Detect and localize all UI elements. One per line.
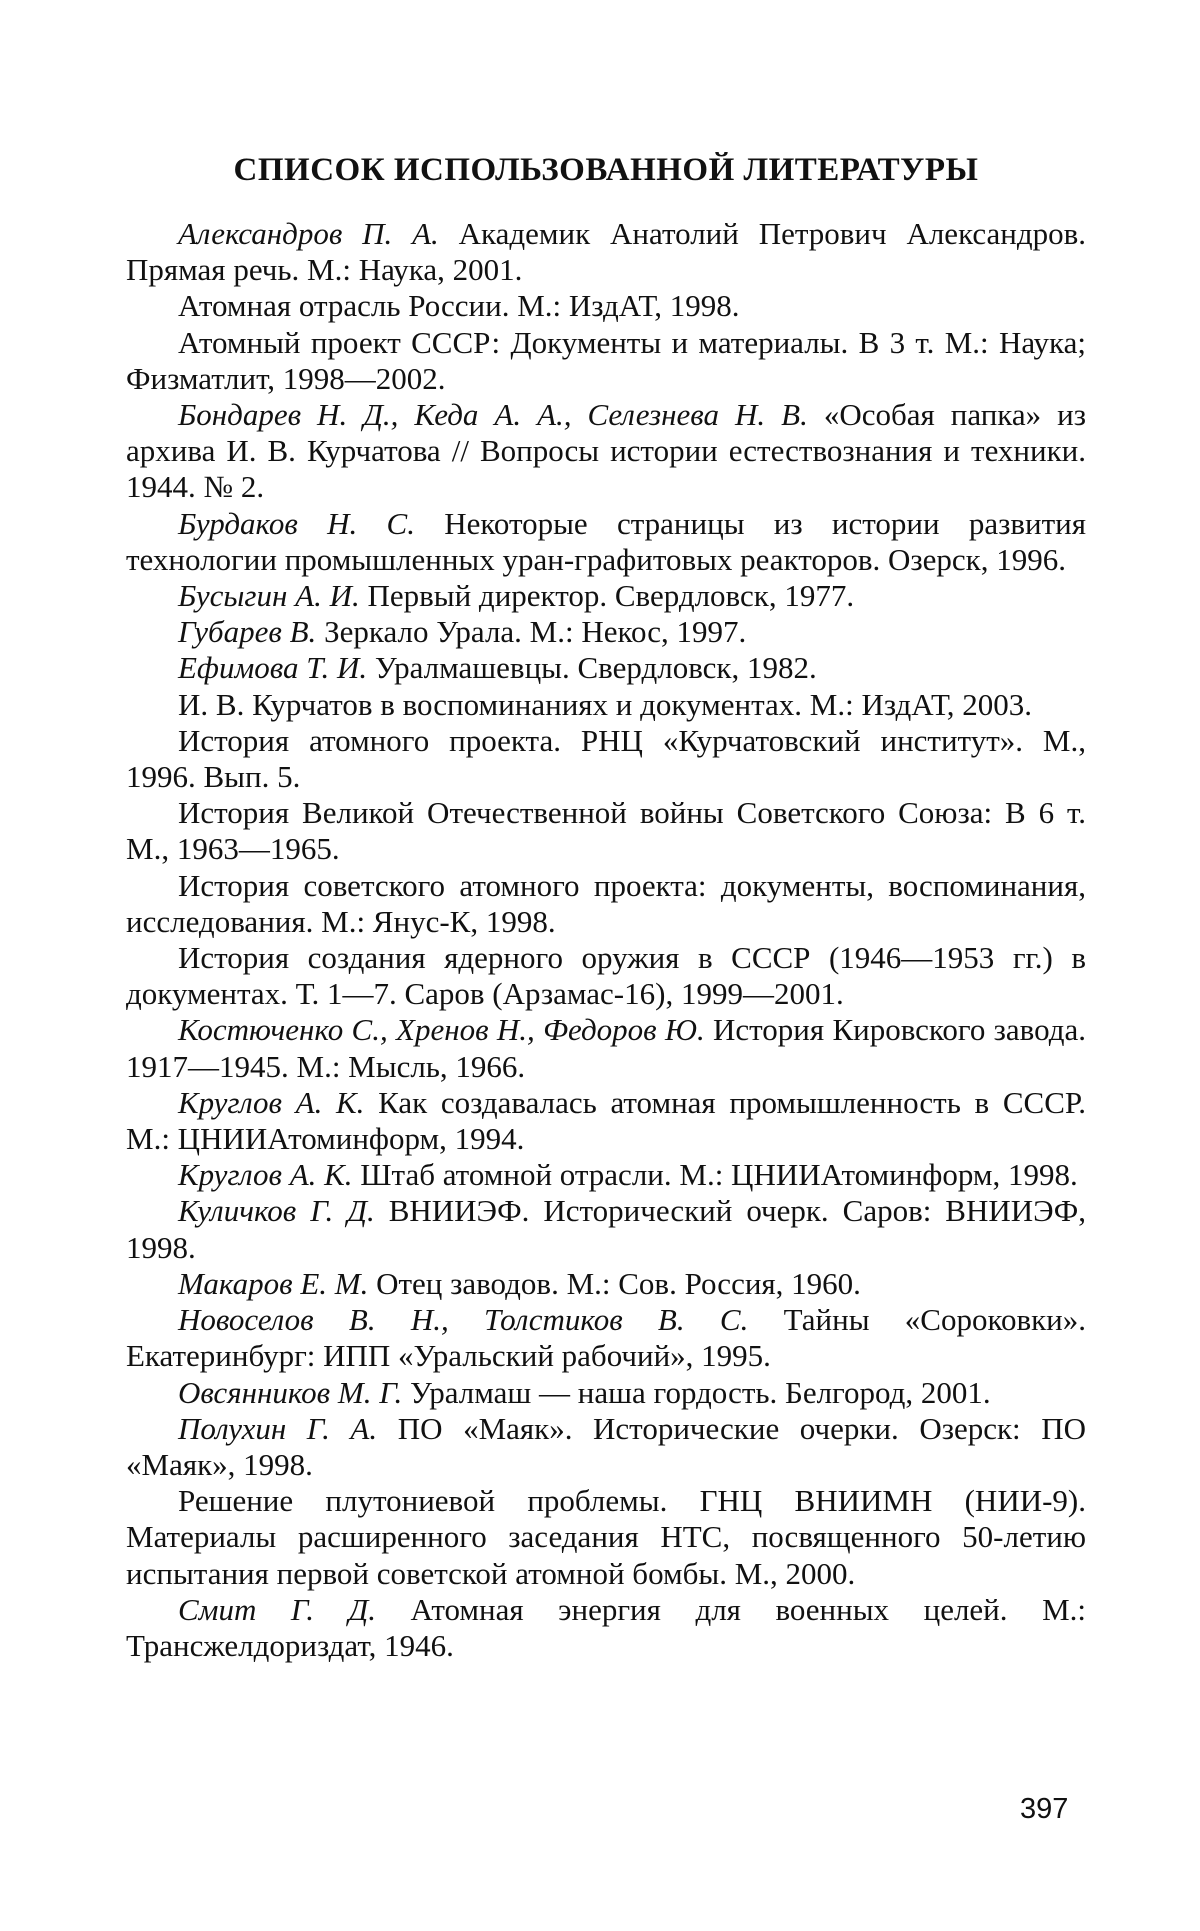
entry-text: История атомного проекта. РНЦ «Курчатовский институт». М., 1996. Вып. 5.	[126, 722, 1086, 795]
entry-text: История создания ядерного оружия в СССР (1946—1953 гг.) в документах. Т. 1—7. Саров (Арзамас-16), 1999—2001.	[126, 940, 1086, 1012]
entry-author: Бурдаков Н. С.	[178, 505, 415, 541]
entry-author: Губарев В.	[178, 614, 317, 650]
entry-text: Уралмаш — наша гордость. Белгород, 2001.	[402, 1374, 991, 1410]
bibliography-entry	[126, 650, 1086, 686]
entry-text: Академик Анатолий Петрович Александров. Прямая речь. М.: Наука, 2001.	[126, 216, 1087, 288]
entry-author: Костюченко С., Хренов Н., Федоров Ю.	[178, 1012, 705, 1048]
page-title: СПИСОК ИСПОЛЬЗОВАННОЙ ЛИТЕРАТУРЫ	[233, 152, 979, 188]
entry-text: Атомная энергия для военных целей. М.: Трансжелдориздат, 1946.	[126, 1591, 1086, 1663]
bibliography-entry	[126, 288, 1086, 324]
bibliography-entry	[126, 506, 1086, 578]
entry-text: Атомный проект СССР: Документы и материалы. В 3 т. М.: Наука; Физматлит, 1998—2002.	[126, 324, 1086, 396]
bibliography-page	[126, 150, 1086, 1664]
entry-author: Новоселов В. Н., Толстиков В. С.	[178, 1302, 749, 1338]
entry-author: Макаров Е. М.	[178, 1265, 369, 1301]
bibliography-entry	[126, 1302, 1086, 1374]
bibliography-entry	[126, 940, 1086, 1012]
bibliography-entry	[126, 325, 1086, 397]
entry-text: Некоторые страницы из истории развития технологии промышленных уран-графитовых реакторов. Озерск, 1996.	[126, 505, 1087, 577]
entry-text: «Особая папка» из архива И. В. Курчатова // Вопросы истории естествознания и техники. 1944. № 2.	[126, 397, 1086, 505]
entry-author: Круглов А. К.	[178, 1157, 353, 1193]
bibliography-entry	[126, 687, 1086, 723]
bibliography-entry	[126, 868, 1086, 940]
entry-author: Куличков Г. Д.	[178, 1193, 375, 1229]
bibliography-entry	[126, 578, 1086, 614]
bibliography-entry	[126, 795, 1086, 867]
entry-text: История Великой Отечественной войны Советского Союза: В 6 т. М., 1963—1965.	[126, 795, 1086, 867]
bibliography-entry	[126, 1592, 1086, 1664]
bibliography-entry	[126, 614, 1086, 650]
bibliography-entry	[126, 397, 1086, 506]
entry-author: Смит Г. Д.	[178, 1591, 376, 1627]
entry-text: Штаб атомной отрасли. М.: ЦНИИАтоминформ, 1998.	[352, 1157, 1078, 1193]
bibliography-entry	[126, 723, 1086, 795]
entry-author: Круглов А. К.	[178, 1084, 365, 1120]
bibliography-entry	[126, 1085, 1086, 1157]
entry-author: Бондарев Н. Д., Кеда А. А., Селезнева Н. В.	[178, 397, 808, 433]
entry-text: История Кировского завода. 1917—1945. М.: Мысль, 1966.	[126, 1012, 1086, 1084]
entry-text: И. В. Курчатов в воспоминаниях и документах. М.: ИздАТ, 2003.	[178, 686, 1033, 722]
bibliography-entry	[126, 1193, 1086, 1265]
entry-author: Полухин Г. А.	[178, 1410, 378, 1446]
bibliography-entry	[126, 1157, 1086, 1193]
bibliography-entry	[126, 1375, 1086, 1411]
entry-author: Александров П. А.	[178, 216, 439, 251]
entry-text: Решение плутониевой проблемы. ГНЦ ВНИИМН (НИИ-9). Материалы расширенного заседания НТС, посвященного 50-летию испытания первой советской атомной бомбы. М., 2000.	[126, 1483, 1086, 1591]
bibliography-entry	[126, 1411, 1086, 1483]
entry-text: Уралмашевцы. Свердловск, 1982.	[367, 650, 817, 686]
entry-author: Овсянников М. Г.	[178, 1374, 403, 1410]
page-number: 397	[1020, 1793, 1069, 1825]
entry-text: ПО «Маяк». Исторические очерки. Озерск: ПО «Маяк», 1998.	[126, 1410, 1086, 1482]
entry-text: Как создавалась атомная промышленность в СССР. М.: ЦНИИАтоминформ, 1994.	[126, 1084, 1087, 1157]
bibliography-entry	[126, 1483, 1086, 1592]
bibliography-entry	[126, 1012, 1086, 1084]
entry-author: Бусыгин А. И.	[178, 578, 360, 614]
entry-text: Атомная отрасль России. М.: ИздАТ, 1998.	[178, 288, 740, 324]
entry-author: Ефимова Т. И.	[178, 650, 368, 686]
entry-text: Зеркало Урала. М.: Некос, 1997.	[316, 614, 747, 650]
bibliography-entry	[126, 216, 1086, 288]
entry-text: Отец заводов. М.: Сов. Россия, 1960.	[368, 1265, 861, 1301]
bibliography-entry	[126, 1266, 1086, 1302]
entry-text: Первый директор. Свердловск, 1977.	[359, 578, 855, 614]
entry-text: История советского атомного проекта: документы, воспоминания, исследования. М.: Янус-К, 1998.	[126, 867, 1086, 939]
entry-text: ВНИИЭФ. Исторический очерк. Саров: ВНИИЭФ, 1998.	[126, 1193, 1087, 1265]
entry-text: Тайны «Сороковки». Екатеринбург: ИПП «Уральский рабочий», 1995.	[126, 1302, 1086, 1374]
